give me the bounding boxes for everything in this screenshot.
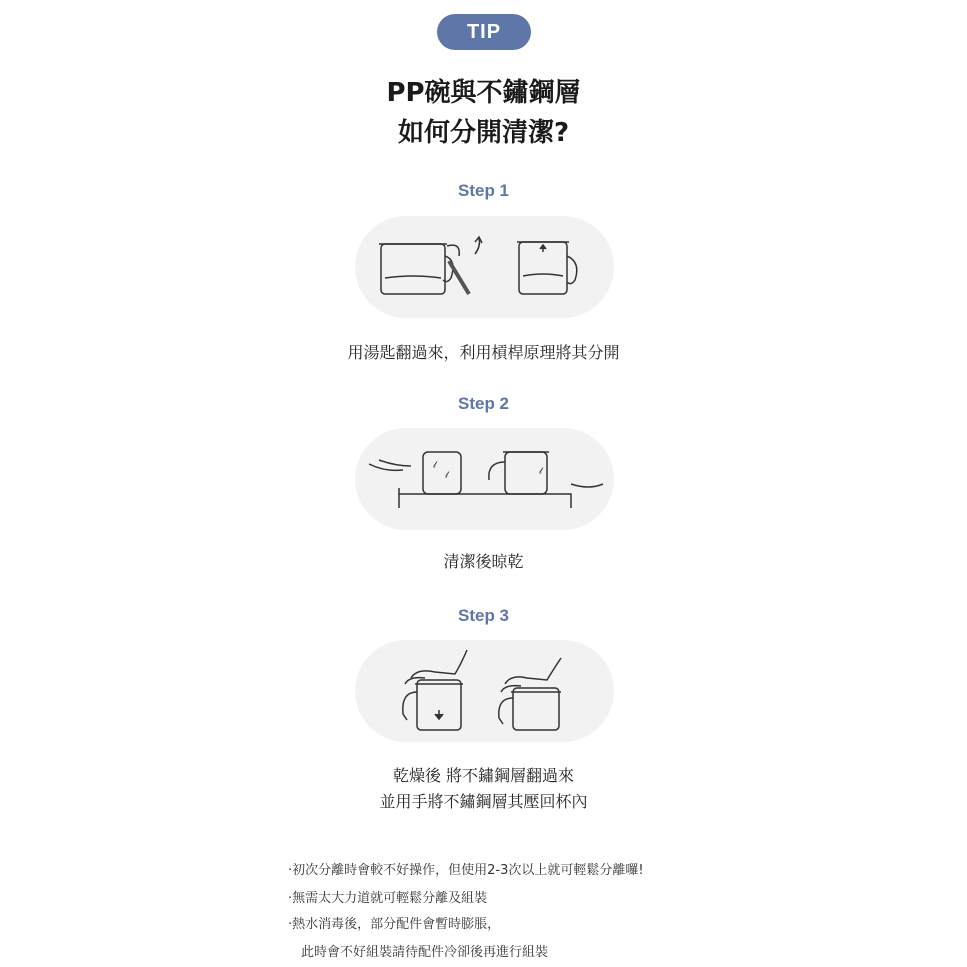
step-3-caption-line-1: 乾燥後 將不鏽鋼層翻過來 (392, 766, 575, 785)
note-item: ‧初次分離時會較不好操作，但使用2-3次以上就可輕鬆分離囉! (288, 863, 644, 878)
step-1-label: Step 1 (457, 181, 510, 200)
hand-pressed-cup-icon (499, 658, 561, 730)
svg-text:𝓁: 𝓁 (433, 461, 436, 471)
step-2-label: Step 2 (457, 394, 510, 413)
svg-text:𝓁: 𝓁 (445, 471, 448, 481)
step-1-caption: 用湯匙翻過來，利用槓桿原理將其分開 (347, 343, 620, 362)
step-3-caption-line-2: 並用手將不鏽鋼層其壓回杯內 (379, 792, 588, 811)
page-title-line-1: PP碗與不鏽鋼層 (386, 78, 581, 108)
tip-badge: TIP (437, 14, 531, 50)
step-3-label: Step 3 (457, 606, 510, 625)
note-item: ‧無需太大力道就可輕鬆分離及組裝 (288, 891, 488, 906)
step-2-illustration (355, 428, 614, 530)
cup-with-spoon-icon (379, 237, 482, 294)
hand-pressing-cup-icon (403, 650, 467, 730)
page-title-line-2: 如何分開清潔? (397, 118, 570, 148)
step-2-caption: 清潔後晾乾 (443, 552, 524, 571)
step-1-illustration (355, 216, 614, 318)
drying-parts-icon (369, 452, 603, 508)
note-item: ‧熱水消毒後，部分配件會暫時膨脹， (288, 917, 501, 932)
svg-text:𝓁: 𝓁 (539, 467, 542, 477)
note-item: 此時會不好組裝請待配件冷卻後再進行組裝 (288, 945, 549, 960)
step-3-illustration (355, 640, 614, 742)
separated-cup-icon (517, 242, 577, 294)
